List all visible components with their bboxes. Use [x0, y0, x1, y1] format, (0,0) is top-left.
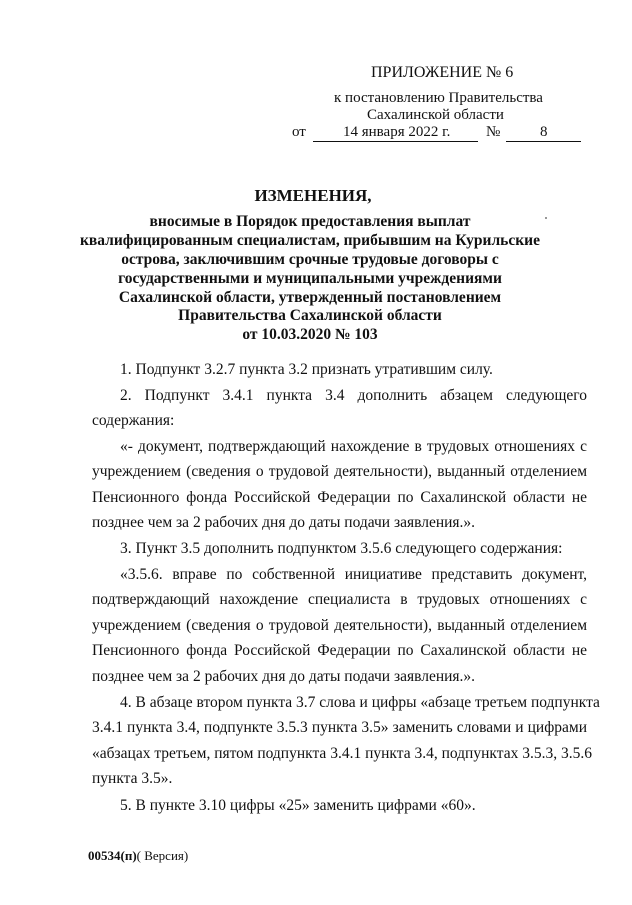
number-underline [506, 141, 581, 142]
body-line: «3.5.6. вправе по собственной инициативе представить документ, [120, 566, 587, 583]
body-line: позднее чем за 2 рабочих дня до даты подачи заявления.». [92, 668, 476, 685]
body-line-wrap [92, 642, 587, 660]
footer-code: 00534(п) [88, 848, 137, 863]
body-line: учреждением (сведения о трудовой деятельности), выданный отделением [92, 463, 587, 480]
body-line-wrap [92, 489, 587, 507]
body-line: 3. Пункт 3.5 дополнить подпунктом 3.5.6 следующего содержания: [120, 540, 563, 557]
appendix-title: ПРИЛОЖЕНИЕ № 6 [371, 64, 514, 81]
subtitle-line: квалифицированным специалистам, прибывшим на Курильские [79, 232, 540, 249]
body-line: «- документ, подтверждающий нахождение в трудовых отношениях с [120, 438, 587, 455]
resolution-date: 14 января 2022 г. [343, 124, 451, 140]
body-line: 4. В абзаце втором пункта 3.7 слова и цифры «абзаце третьем подпункта [120, 694, 600, 711]
document-title: ИЗМЕНЕНИЯ, [254, 186, 372, 205]
document-code [88, 848, 188, 864]
resolution-number: 8 [540, 124, 548, 140]
body-line-wrap [92, 617, 587, 635]
body-line: учреждением (сведения о трудовой деятельности), выданный отделением [92, 617, 587, 634]
date-underline [313, 141, 478, 142]
subtitle-line: Правительства Сахалинской области [178, 307, 442, 324]
subtitle-line: государственными и муниципальными учреждениями [118, 270, 502, 287]
body-line-wrap [120, 566, 587, 584]
resolution-reference: к постановлению Правительства [334, 90, 543, 106]
body-line: 2. Подпункт 3.4.1 пункта 3.4 дополнить абзацем следующего [120, 387, 587, 404]
body-line: 3.4.1 пункта 3.4, подпункте 3.5.3 пункта 3.5» заменить словами и цифрами [92, 719, 587, 736]
subtitle-line: от 10.03.2020 № 103 [242, 326, 378, 343]
body-line: «абзацах третьем, пятом подпункта 3.4.1 пункта 3.4, подпунктах 3.5.3, 3.5.6 [92, 745, 592, 762]
body-line-wrap [120, 387, 587, 405]
body-line-wrap [92, 745, 592, 763]
body-line: 1. Подпункт 3.2.7 пункта 3.2 признать утратившим силу. [120, 361, 493, 378]
body-line-wrap [120, 438, 587, 456]
body-line: Пенсионного фонда Российской Федерации по Сахалинской области не [92, 489, 587, 506]
subtitle-line: вносимые в Порядок предоставления выплат [149, 213, 471, 230]
body-line: пункта 3.5». [92, 770, 173, 787]
region-name: Сахалинской области [367, 107, 504, 123]
body-line-wrap [92, 463, 587, 481]
body-line-wrap [92, 591, 587, 609]
date-from-label: от [292, 124, 306, 140]
body-line-wrap [120, 694, 600, 712]
body-line-wrap [92, 719, 587, 737]
number-label: № [486, 124, 501, 140]
body-line: содержания: [92, 412, 175, 429]
subtitle-line: Сахалинской области, утвержденный постановлением [118, 289, 502, 306]
footer-version: ( Версия) [136, 848, 189, 863]
body-line: Пенсионного фонда Российской Федерации по Сахалинской области не [92, 642, 587, 659]
subtitle-line: острова, заключившим срочные трудовые договоры с [121, 251, 499, 268]
body-line: 5. В пункте 3.10 цифры «25» заменить цифрами «60». [120, 797, 476, 814]
body-line: позднее чем за 2 рабочих дня до даты подачи заявления.». [92, 514, 476, 531]
body-line: подтверждающий нахождение специалиста в трудовых отношениях с [92, 591, 587, 608]
